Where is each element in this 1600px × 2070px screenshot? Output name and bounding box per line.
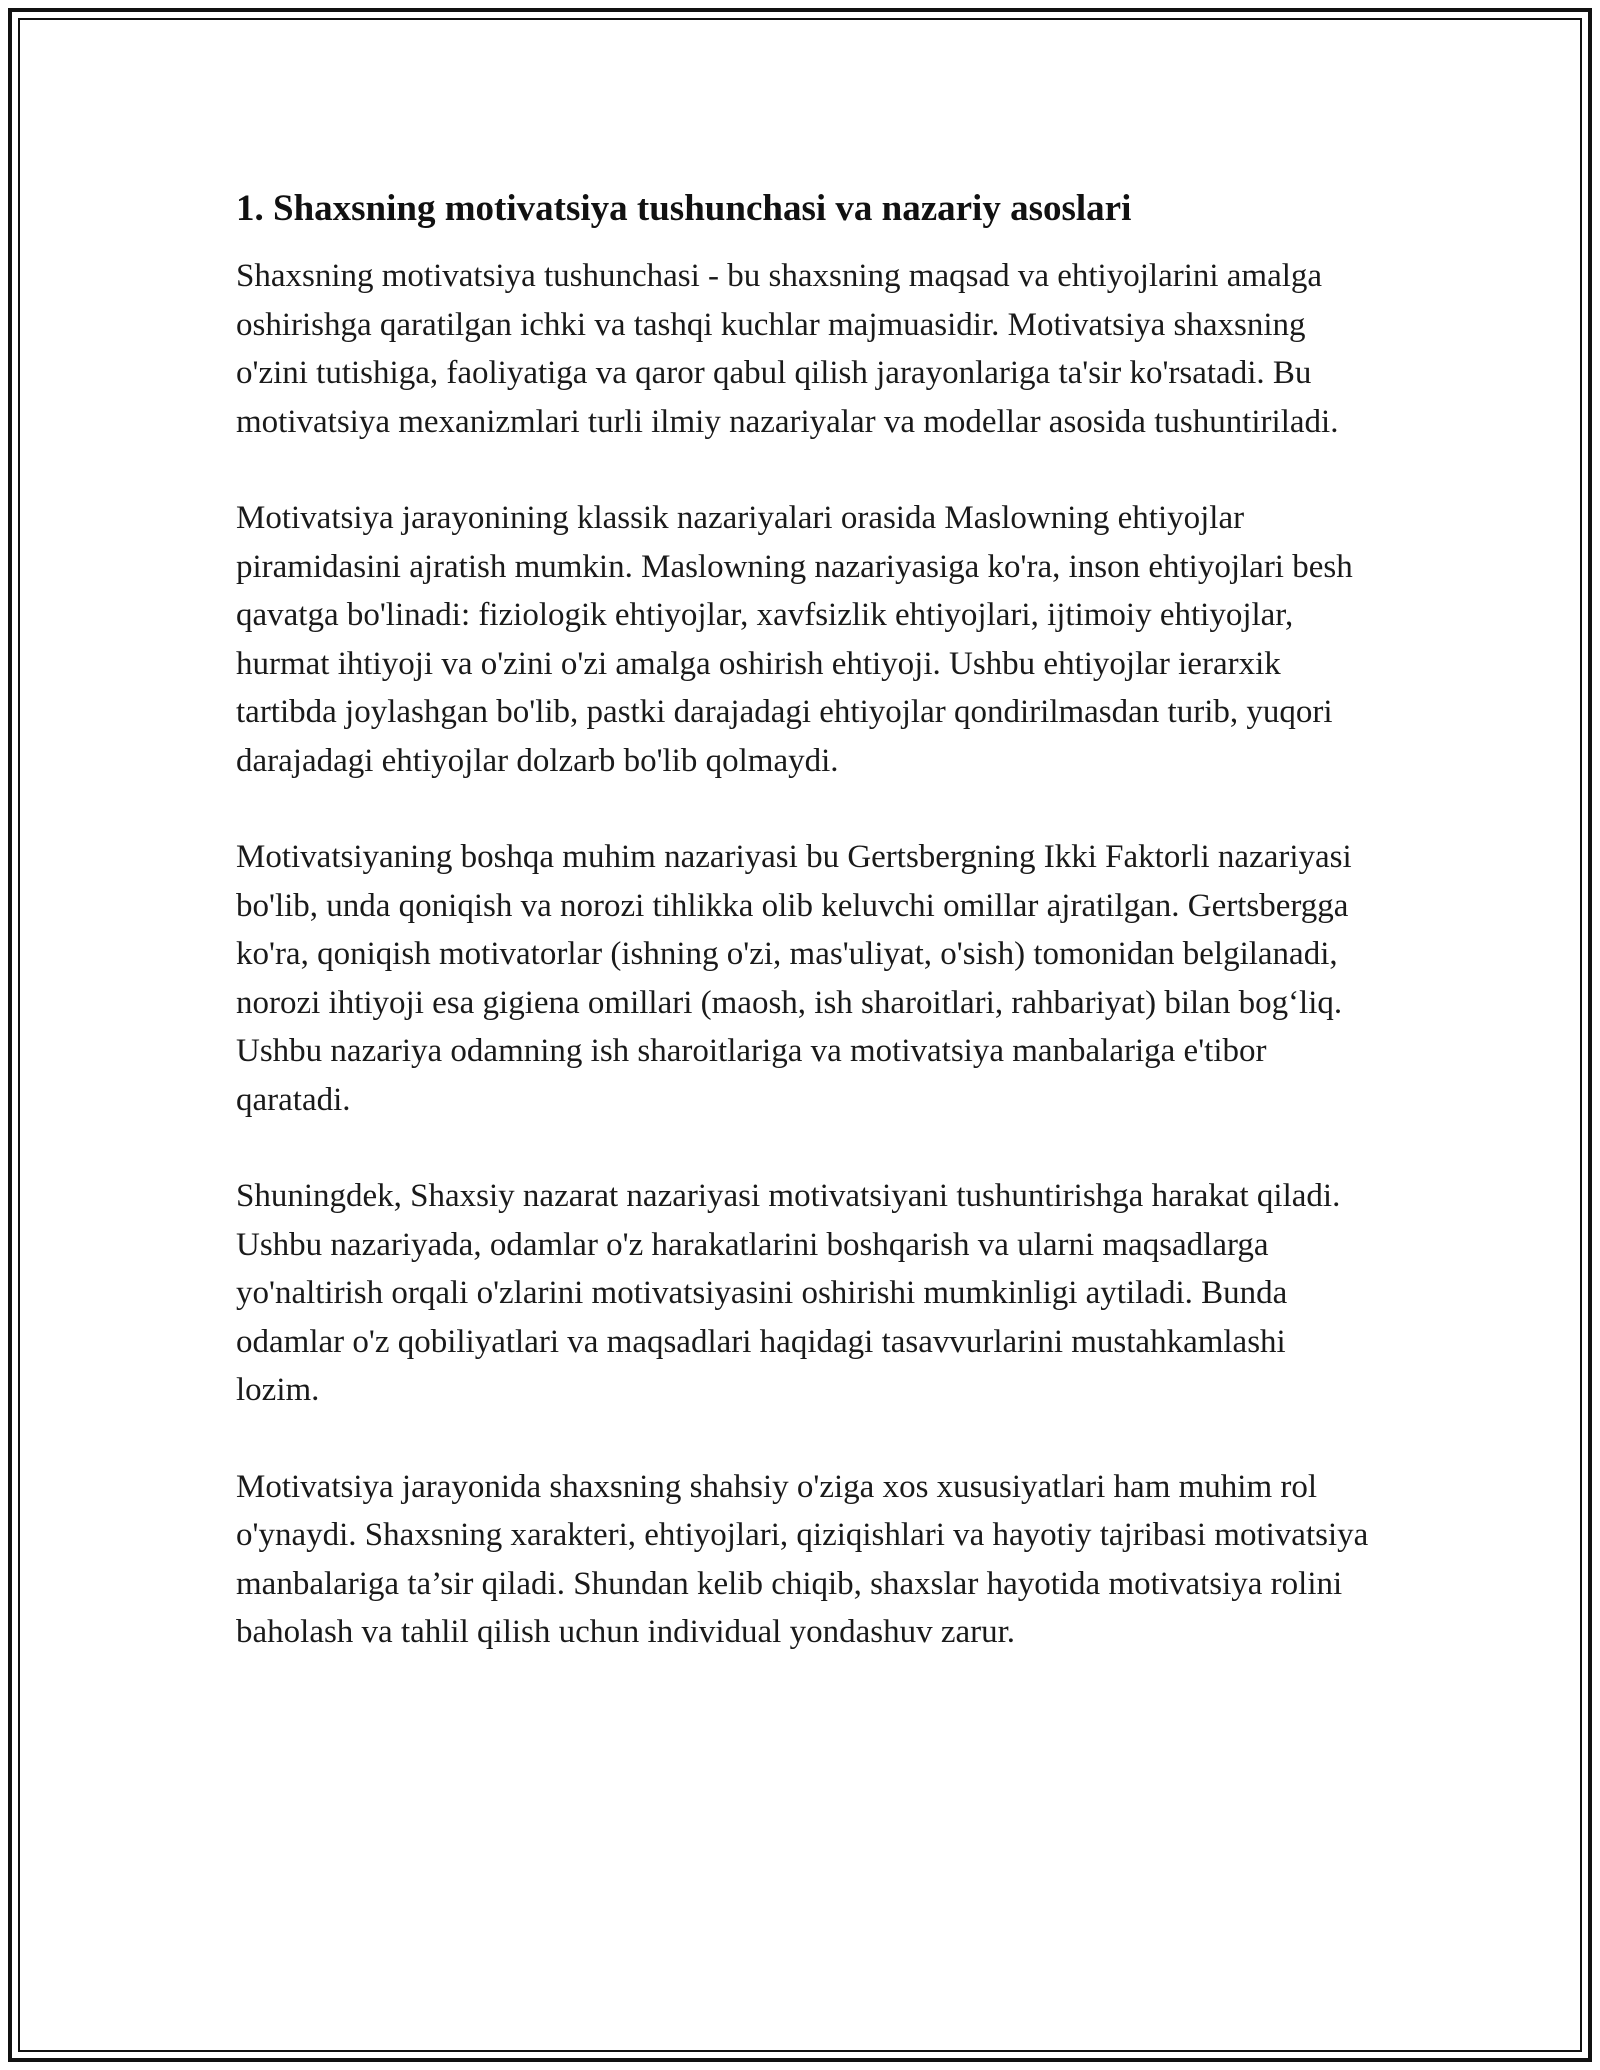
paragraph-motivation-definition: Shaxsning motivatsiya tushunchasi - bu shaxsning maqsad va ehtiyojlarini amalga oshirishga qaratilgan ichki va tashqi kuchlar majmuasidir. Motivatsiya shaxsning o'zini tutishiga, faoliyatiga va qaror qabul qilish jarayonlariga ta'sir ko'rsatadi. Bu motivatsiya mexanizmlari turli ilmiy nazariyalar va modellar asosida tushuntiriladi. — [236, 258, 1339, 440]
paragraph-individual-traits: Motivatsiya jarayonida shaxsning shahsiy o'ziga xos xususiyatlari ham muhim rol o'ynaydi. Shaxsning xarakteri, ehtiyojlari, qiziqishlari va hayotiy tajribasi motivatsiya manbalariga ta’sir qiladi. Shundan kelib chiqib, shaxslar hayotida motivatsiya rolini baholash va tahlil qilish uchun individual yondashuv zarur. — [236, 1468, 1369, 1650]
document-body — [236, 186, 1376, 1705]
paragraph-herzberg-theory: Motivatsiyaning boshqa muhim nazariyasi bu Gertsbergning Ikki Faktorli nazariyasi bo'lib, unda qoniqish va norozi tihlikka olib keluvchi omillar ajratilgan. Gertsbergga ko'ra, qoniqish motivatorlar (ishning o'zi, mas'uliyat, o'sish) tomonidan belgilanadi, norozi ihtiyoji esa gigiena omillari (maosh, ish sharoitlari, rahbariyat) bilan bog‘liq. Ushbu nazariya odamning ish sharoitlariga va motivatsiya manbalariga e'tibor qaratadi. — [236, 839, 1352, 1118]
paragraph-personal-control-theory: Shuningdek, Shaxsiy nazarat nazariyasi motivatsiyani tushuntirishga harakat qiladi. Ushbu nazariyada, odamlar o'z harakatlarini boshqarish va ularni maqsadlarga yo'naltirish orqali o'zlarini motivatsiyasini oshirishi mumkinligi aytiladi. Bunda odamlar o'z qobiliyatlari va maqsadlari haqidagi tasavvurlarini mustahkamlashi lozim. — [236, 1178, 1341, 1408]
section-heading: 1. Shaxsning motivatsiya tushunchasi va nazariy asoslari — [236, 188, 1132, 229]
paragraph-maslow-theory: Motivatsiya jarayonining klassik nazariyalari orasida Maslowning ehtiyojlar piramidasini ajratish mumkin. Maslowning nazariyasiga ko'ra, inson ehtiyojlari besh qavatga bo'linadi: fiziologik ehtiyojlar, xavfsizlik ehtiyojlari, ijtimoiy ehtiyojlar, hurmat ihtiyoji va o'zini o'zi amalga oshirish ehtiyoji. Ushbu ehtiyojlar ierarxik tartibda joylashgan bo'lib, pastki darajadagi ehtiyojlar qondirilmasdan turib, yuqori darajadagi ehtiyojlar dolzarb bo'lib qolmaydi. — [236, 500, 1353, 779]
